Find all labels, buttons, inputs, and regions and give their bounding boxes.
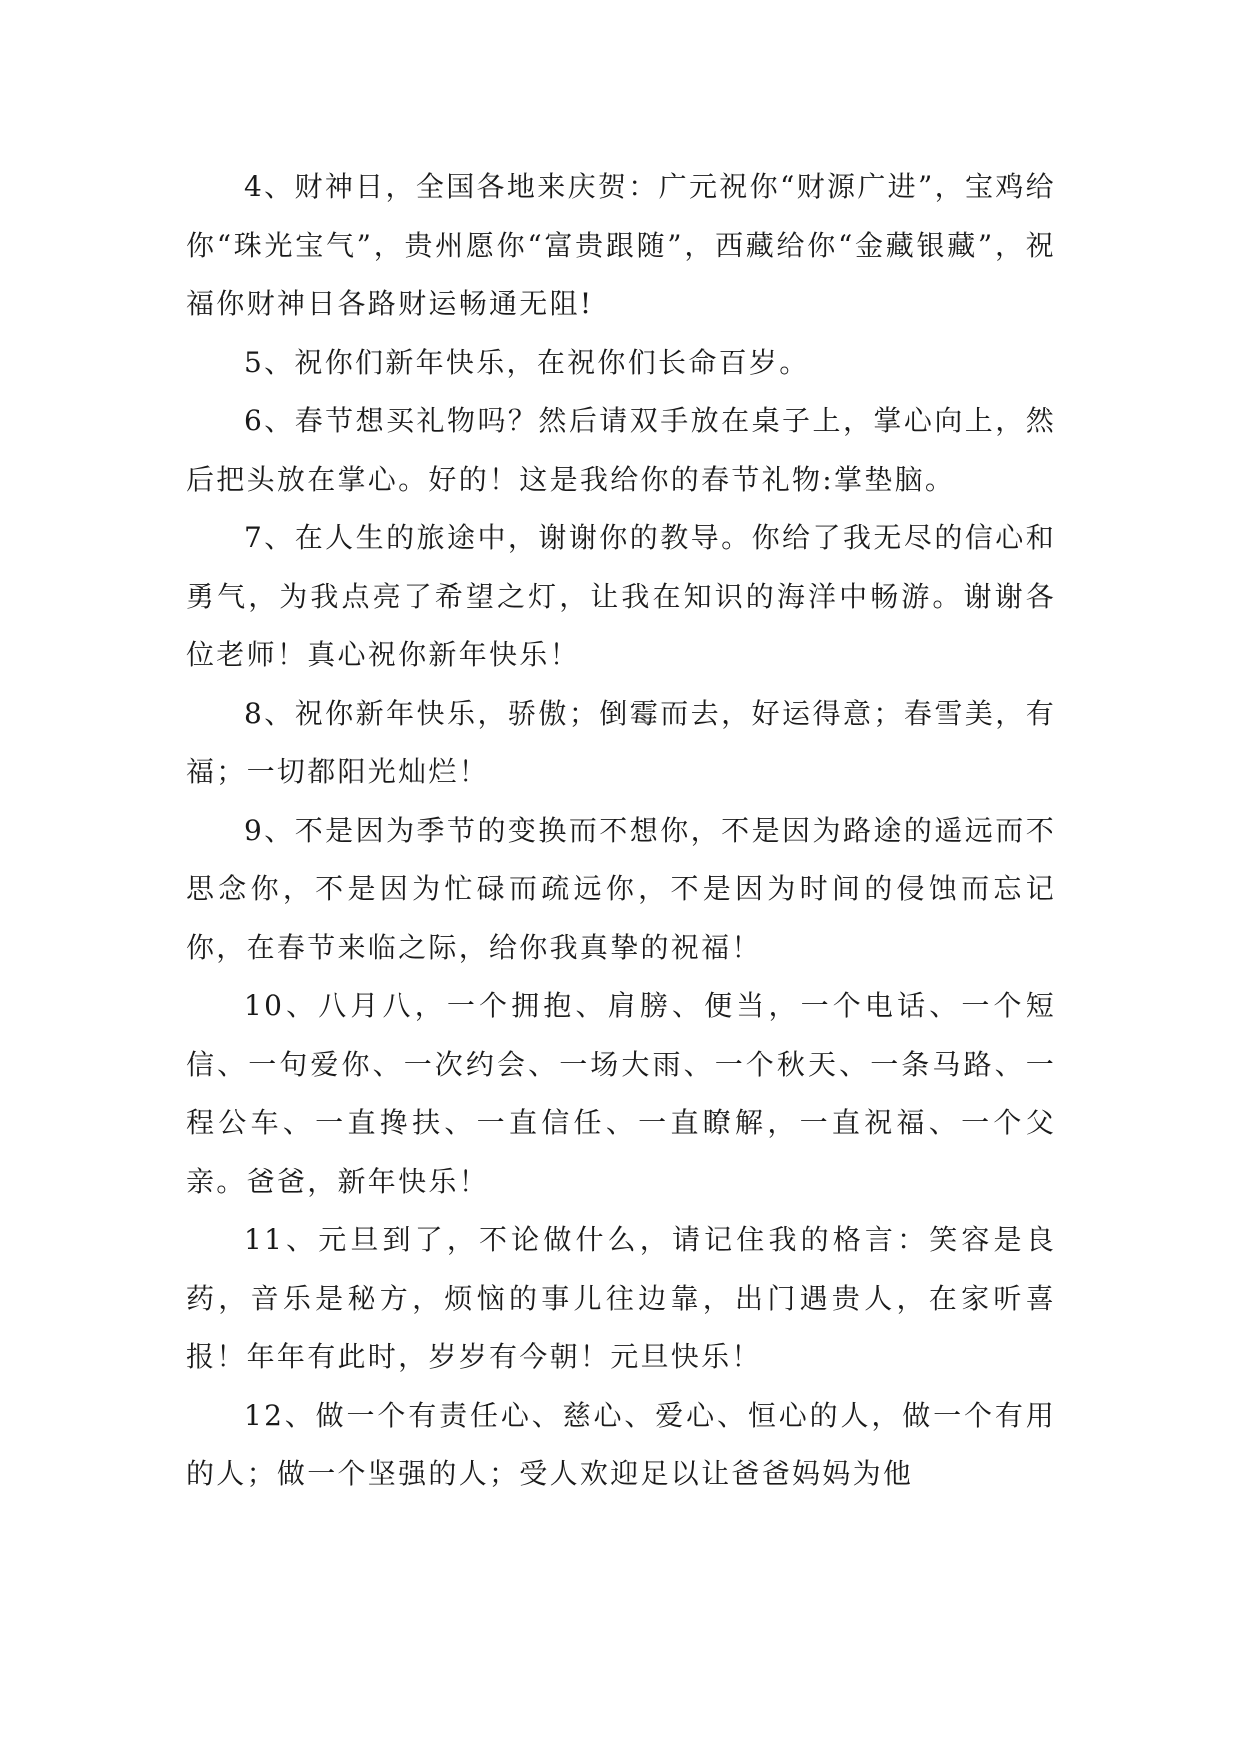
paragraph-9: 9、不是因为季节的变换而不想你，不是因为路途的遥远而不思念你，不是因为忙碌而疏远你，不是因为时间的侵蚀而忘记你，在春节来临之际，给你我真挚的祝福！: [186, 813, 1056, 964]
document-body: [186, 158, 1056, 1504]
paragraph-11: 11、元旦到了，不论做什么，请记住我的格言：笑容是良药，音乐是秘方，烦恼的事儿往边靠，出门遇贵人，在家听喜报！年年有此时，岁岁有今朝！元旦快乐！: [186, 1223, 1056, 1373]
paragraph-12: 12、做一个有责任心、慈心、爱心、恒心的人，做一个有用的人；做一个坚强的人；受人欢迎足以让爸爸妈妈为他: [186, 1398, 1056, 1490]
paragraph-7: 7、在人生的旅途中，谢谢你的教导。你给了我无尽的信心和勇气，为我点亮了希望之灯，让我在知识的海洋中畅游。谢谢各位老师！真心祝你新年快乐！: [186, 521, 1056, 671]
paragraph-5: 5、祝你们新年快乐，在祝你们长命百岁。: [244, 345, 810, 379]
paragraph-6: 6、春节想买礼物吗？然后请双手放在桌子上，掌心向上，然后把头放在掌心。好的！这是我给你的春节礼物:掌垫脑。: [186, 404, 1056, 496]
paragraph-8: 8、祝你新年快乐，骄傲；倒霉而去，好运得意；春雪美，有福；一切都阳光灿烂！: [186, 696, 1056, 788]
paragraph-10: 10、八月八，一个拥抱、肩膀、便当，一个电话、一个短信、一句爱你、一次约会、一场大雨、一个秋天、一条马路、一程公车、一直搀扶、一直信任、一直瞭解，一直祝福、一个父亲。爸爸，新年快乐！: [186, 989, 1056, 1198]
paragraph-4: 4、财神日，全国各地来庆贺：广元祝你“财源广进”，宝鸡给你“珠光宝气”，贵州愿你“富贵跟随”，西藏给你“金藏银藏”，祝福你财神日各路财运畅通无阻!: [186, 170, 1056, 320]
